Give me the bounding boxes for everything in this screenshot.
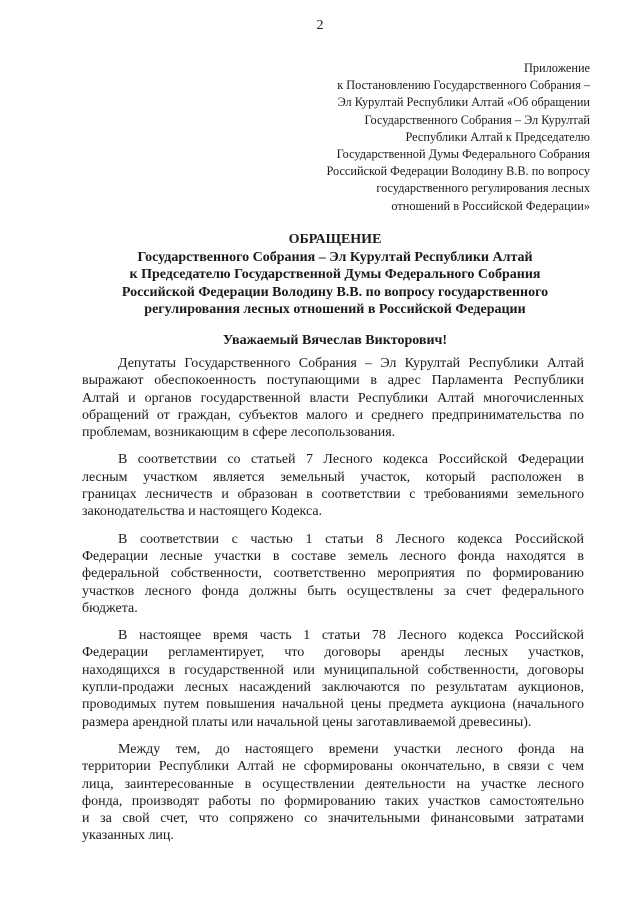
heading-line: к Председателю Государственной Думы Федерального Собрания	[129, 267, 541, 283]
appendix-line: Российской Федерации Володину В.В. по вопросу	[326, 164, 590, 179]
text-line: законодательства и настоящего Кодекса.	[82, 504, 323, 520]
text-line: В настоящее время часть 1 статьи 78 Лесного кодекса Российской	[118, 628, 584, 644]
text-line: лица, заинтересованные в осуществлении деятельности на участке лесного	[82, 776, 584, 792]
appendix-line: Республики Алтай к Председателю	[405, 129, 590, 144]
page-number: 2	[316, 18, 324, 33]
text-line: Депутаты Государственного Собрания – Эл Курултай Республики Алтай	[118, 356, 584, 371]
appendix-line: к Постановлению Государственного Собрания –	[337, 78, 590, 93]
text-line: лесным участком является земельный участок, который расположен в	[82, 469, 584, 485]
salutation: Уважаемый Вячеслав Викторович!	[222, 333, 448, 348]
text-line: размера арендной платы или начальной цены заготавливаемой древесины).	[82, 714, 532, 730]
text-line: территории Республики Алтай не сформированы окончательно, в связи с чем	[82, 759, 584, 775]
appendix-line: Государственной Думы Федерального Собрания	[336, 147, 590, 162]
paragraph	[82, 741, 584, 845]
text-line: находящихся в государственной или муниципальной собственности, договоры	[82, 662, 584, 678]
text-line: Федерации регламентирует, что договоры аренды лесных участков,	[82, 645, 584, 661]
document-title: ОБРАЩЕНИЕ	[288, 232, 382, 247]
text-line: федеральной собственности, соответственно мероприятия по формированию	[82, 566, 584, 582]
appendix-line: Государственного Собрания – Эл Курултай	[364, 112, 590, 127]
text-line: участков лесного фонда должны быть осуществлены за счет федерального	[82, 583, 584, 599]
text-line: бюджета.	[82, 600, 138, 616]
paragraph	[82, 451, 584, 520]
text-line: указанных лиц.	[82, 828, 174, 844]
text-line: Алтай и органов государственной власти Республики Алтай многочисленных	[82, 390, 584, 406]
heading-line: Государственного Собрания – Эл Курултай Республики Алтай	[137, 249, 533, 265]
text-line: выражают обеспокоенность поступающими в адрес Парламента Республики	[82, 373, 584, 389]
text-line: Между тем, до настоящего времени участки лесного фонда на	[118, 741, 584, 757]
text-line: и за свой счет, что сопряжено со значительными финансовыми затратами	[82, 811, 584, 827]
text-line: проблемам, возникающим в сфере лесопользования.	[82, 425, 396, 441]
heading-line: Российской Федерации Володину В.В. по вопросу государственного	[121, 284, 549, 300]
text-line: В соответствии со статьей 7 Лесного кодекса Российской Федерации	[118, 452, 584, 468]
text-line: В соответствии с частью 1 статьи 8 Лесного кодекса Российской	[118, 531, 584, 547]
document-heading	[70, 231, 600, 319]
appendix-line: отношений в Российской Федерации»	[391, 198, 590, 213]
letter-body	[82, 355, 584, 855]
text-line: обращений от граждан, субъектов малого и среднего предпринимательства по	[82, 407, 584, 423]
text-line: границах лесничеств и образован в соответствии с требованиями земельного	[82, 487, 584, 503]
text-line: Федерации лесные участки в составе земель лесного фонда находятся в	[82, 548, 584, 564]
appendix-note	[290, 60, 590, 215]
paragraph	[82, 355, 584, 441]
heading-line: регулирования лесных отношений в Российской Федерации	[144, 302, 526, 318]
appendix-line: Эл Курултай Республики Алтай «Об обращении	[337, 95, 590, 110]
text-line: проводимых путем повышения начальной цены предмета аукциона (начального	[82, 697, 584, 713]
appendix-line: Приложение	[524, 61, 590, 75]
text-line: купли-продажи лесных насаждений заключаются по результатам аукционов,	[82, 680, 584, 696]
appendix-line: государственного регулирования лесных	[376, 181, 590, 196]
paragraph	[82, 531, 584, 617]
text-line: фонда, производят работы по формированию таких участков самостоятельно	[82, 793, 584, 809]
paragraph	[82, 627, 584, 731]
